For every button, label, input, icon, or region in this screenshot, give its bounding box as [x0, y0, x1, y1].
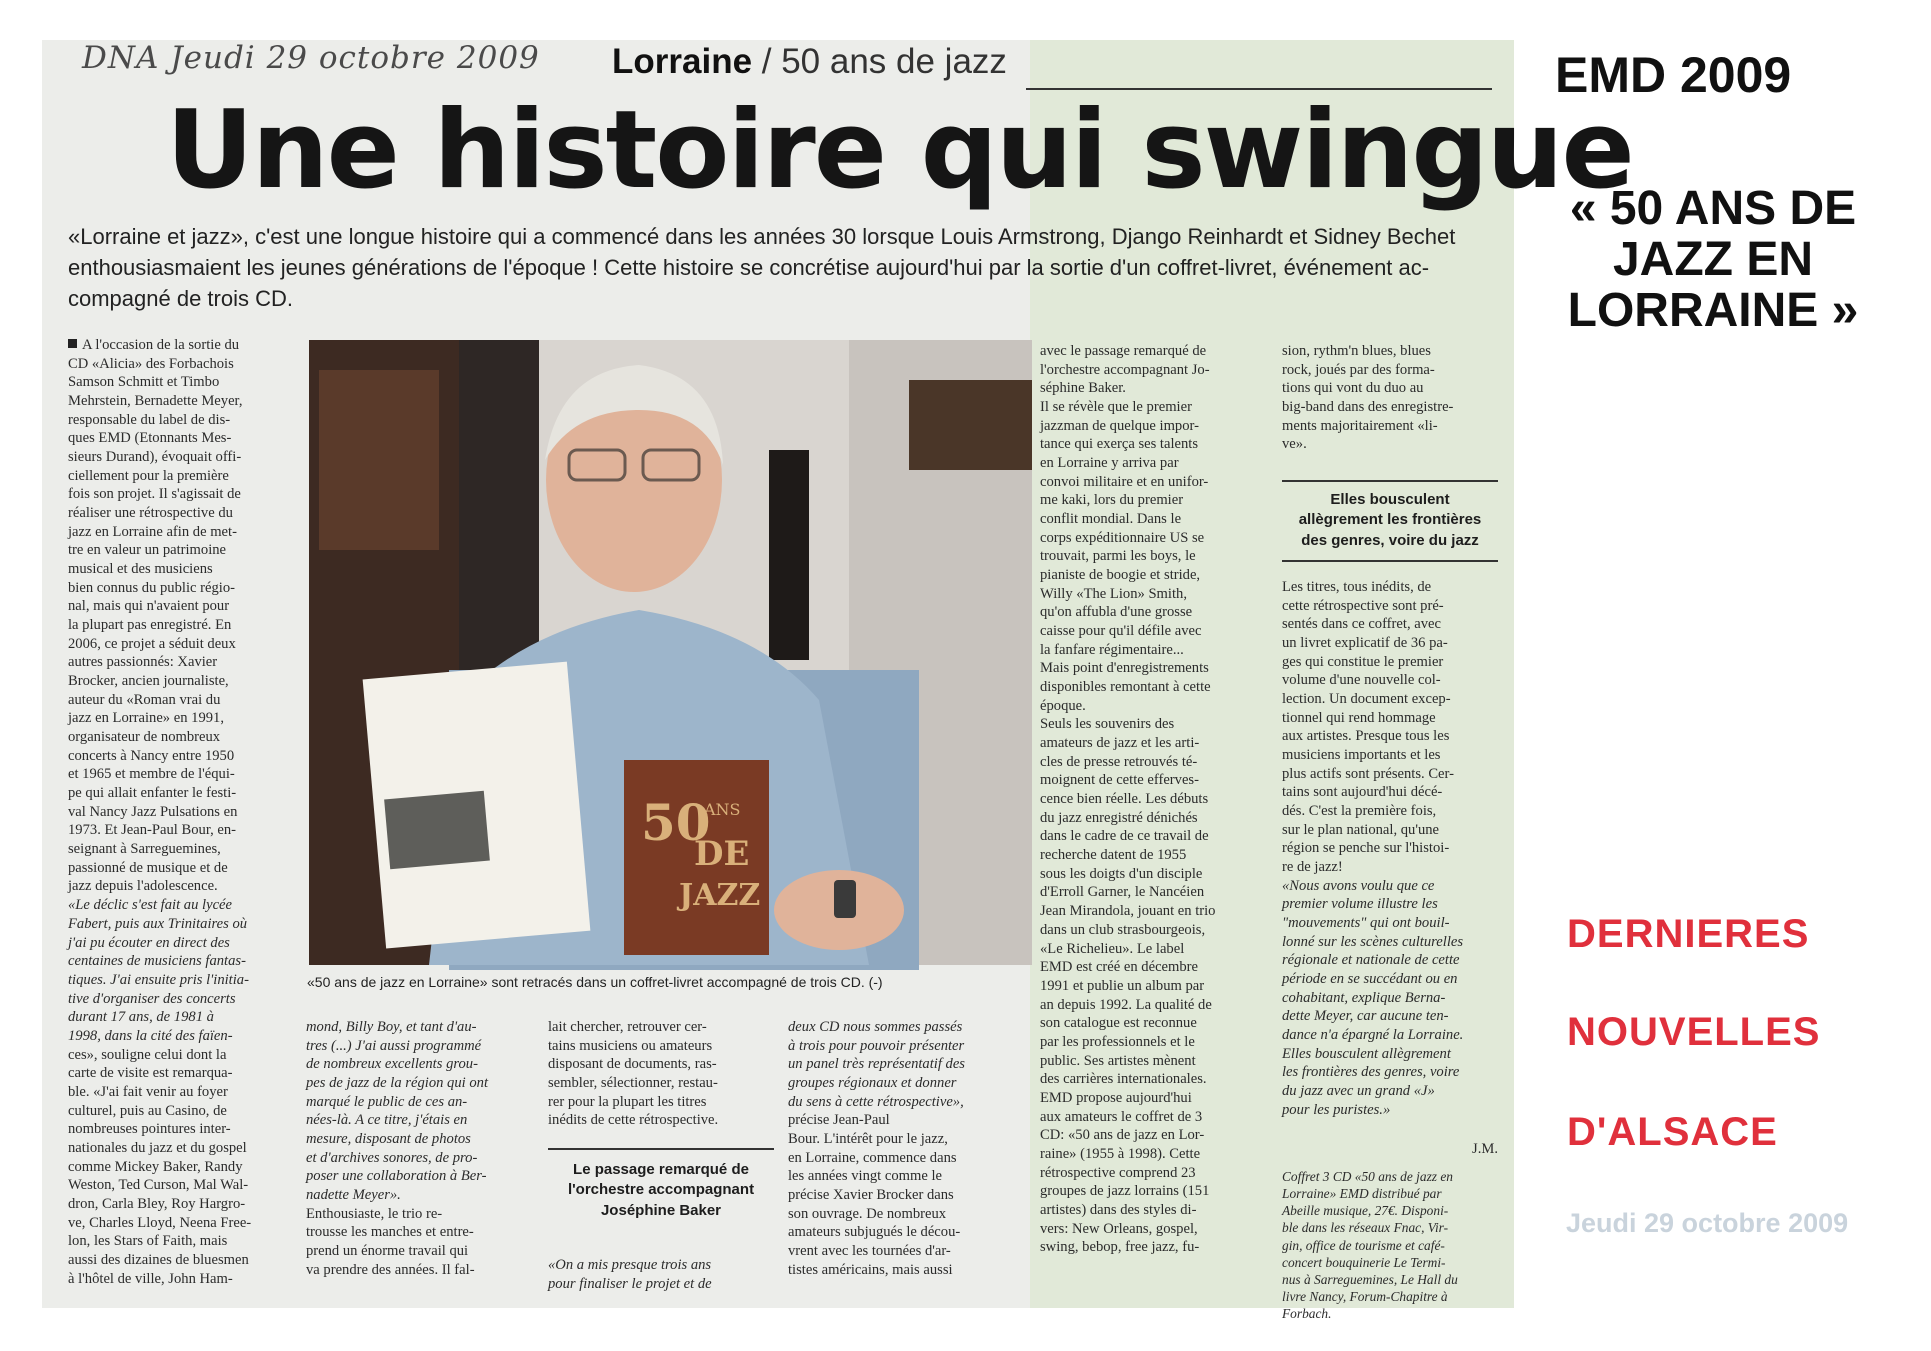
text-line: rer pour la plupart les titres [548, 1093, 707, 1110]
text-line: son catalogue est reconnue [1040, 1015, 1197, 1032]
text-line: EMD propose aujourd'hui [1040, 1089, 1192, 1106]
text-line: ble dans les réseaux Fnac, Vir- [1282, 1220, 1449, 1236]
text-line: culturel, puis au Casino, de [68, 1102, 227, 1119]
text-line: vrent avec les tournées d'ar- [788, 1243, 951, 1260]
text-line: séphine Baker. [1040, 380, 1126, 397]
newspaper-name-line-2: NOUVELLES [1567, 1010, 1821, 1054]
text-line: précise Xavier Brocker dans [788, 1187, 954, 1204]
text-line: "mouvements" qui ont bouil- [1282, 915, 1450, 932]
text-line: ces», souligne celui dont la [68, 1046, 227, 1063]
article-column-5 [1040, 342, 1272, 1257]
lead-line: «Lorraine et jazz», c'est une longue histoire qui a commencé dans les années 30 lorsque Louis Armstrong, Django Reinhardt et Sidney Bechet [68, 224, 1456, 249]
section-name: Lorraine [612, 42, 753, 81]
text-line: sous les doigts d'un disciple [1040, 865, 1203, 882]
text-line: conflit mondial. Dans le [1040, 511, 1182, 528]
text-line: Enthousiaste, le trio re- [306, 1205, 443, 1222]
text-line: seignant à Sarreguemines, [68, 841, 221, 858]
text-line: Les titres, tous inédits, de [1282, 579, 1432, 595]
text-line: cles de presse retrouvés té- [1040, 753, 1198, 770]
article-column-6 [1282, 342, 1498, 454]
text-line: sieurs Durand), évoquait offi- [68, 449, 242, 466]
text-line: des carrières internationales. [1040, 1071, 1207, 1088]
text-line: Seuls les souvenirs des [1040, 716, 1175, 733]
text-line: tance qui exerça ses talents [1040, 436, 1199, 453]
text-line: amateurs de jazz et les arti- [1040, 735, 1200, 752]
text-line: Samson Schmitt et Timbo [68, 374, 220, 391]
text-line: jazz en Lorraine» en 1991, [68, 710, 224, 727]
text-line: à trois pour pouvoir présenter [788, 1037, 965, 1054]
text-line: caisse pour qu'il défile avec [1040, 623, 1202, 640]
text-line: prend un énorme travail qui [306, 1243, 469, 1260]
text-line: dés. C'est la première fois, [1282, 803, 1437, 820]
text-line: CD: «50 ans de jazz en Lor- [1040, 1127, 1205, 1144]
article-column-1 [68, 336, 298, 1288]
subhead-line: Joséphine Baker [600, 1201, 722, 1219]
text-line: sembler, sélectionner, restau- [548, 1075, 718, 1092]
text-line: en Lorraine, commence dans [788, 1149, 957, 1166]
text-line: artistes) dans des styles di- [1040, 1201, 1197, 1218]
text-line: Weston, Ted Curson, Mal Wal- [68, 1177, 249, 1194]
text-line: l'orchestre accompagnant Jo- [1040, 361, 1210, 378]
text-line: du sens à cette rétrospective», [788, 1093, 964, 1110]
text-line: comme Mickey Baker, Randy [68, 1158, 243, 1175]
text-line: ques EMD (Etonnants Mes- [68, 430, 232, 447]
text-line: jazzman de quelque impor- [1040, 417, 1199, 434]
text-line: les années vingt comme le [788, 1168, 942, 1185]
text-line: nationales du jazz et du gospel [68, 1139, 247, 1156]
text-line: corps expéditionnaire US se [1040, 529, 1205, 546]
theme-title [1548, 184, 1878, 337]
article-column-3 [548, 1018, 774, 1130]
text-line: nadette Meyer». [306, 1187, 401, 1204]
text-line: tive d'organiser des concerts [68, 990, 236, 1007]
text-line: ble. «J'ai fait venir au foyer [68, 1083, 228, 1100]
text-line: responsable du label de dis- [68, 411, 231, 428]
text-line: tiques. J'ai ensuite pris l'initia- [68, 971, 249, 988]
text-line: durant 17 ans, de 1981 à [68, 1009, 214, 1026]
text-line: jazz en Lorraine afin de met- [68, 523, 237, 540]
text-line: pe qui allait enfanter le festi- [68, 785, 237, 802]
text-line: raine» (1955 à 1998). Cette [1040, 1145, 1201, 1162]
text-line: Forbach. [1282, 1306, 1332, 1322]
text-line: les frontières des genres, voire [1282, 1064, 1460, 1081]
text-line: disposant de documents, ras- [548, 1056, 717, 1073]
text-line: pianiste de boogie et stride, [1040, 567, 1201, 584]
text-line: an depuis 1992. La qualité de [1040, 996, 1212, 1013]
text-line: lon, les Stars of Faith, mais [68, 1233, 228, 1250]
text-line: Fabert, puis aux Trinitaires où [68, 915, 248, 932]
text-line: du jazz avec un grand «J» [1282, 1083, 1435, 1100]
text-line: tains musiciens ou amateurs [548, 1037, 713, 1054]
text-line: Mehrstein, Bernadette Meyer, [68, 393, 243, 410]
theme-line: JAZZ EN [1612, 232, 1813, 286]
text-line: aussi des dizaines de bluesmen [68, 1251, 249, 1268]
subhead-rule [1282, 560, 1498, 562]
subhead-line: allègrement les frontières [1298, 511, 1482, 529]
text-line: 2006, ce projet a séduit deux [68, 635, 236, 652]
text-line: mesure, disposant de photos [306, 1131, 471, 1148]
text-line: cohabitant, explique Berna- [1282, 989, 1446, 1006]
text-line: organisateur de nombreux [68, 729, 221, 746]
text-line: qu'on affubla d'une grosse [1040, 604, 1193, 621]
text-line: livre Nancy, Forum-Chapitre à [1282, 1289, 1448, 1305]
box-set-de: DE [694, 834, 750, 874]
text-line: 1998, dans la cité des faïen- [68, 1027, 233, 1044]
text-line: rock, joués par des forma- [1282, 361, 1435, 378]
text-line: autres passionnés: Xavier [68, 654, 218, 671]
newspaper-clipping [42, 40, 1633, 1322]
text-line: concert bouquinerie Le Termi- [1282, 1254, 1446, 1270]
text-line: et d'archives sonores, de pro- [306, 1149, 478, 1166]
text-line: jazz depuis l'adolescence. [68, 878, 218, 895]
text-line: aux amateurs le coffret de 3 [1040, 1108, 1203, 1125]
text-line: public. Ses artistes mènent [1040, 1052, 1196, 1069]
text-line: régionale et nationale de cette [1282, 952, 1460, 969]
text-line: Brocker, ancien journaliste, [68, 673, 229, 690]
signature-text: J.M. [1472, 1141, 1498, 1157]
text-line: lonné sur les scènes culturelles [1282, 933, 1464, 950]
text-line: pour les puristes.» [1282, 1101, 1391, 1118]
subhead-rule [1282, 480, 1498, 482]
text-line: la plupart pas enregistré. En [68, 617, 232, 634]
text-line: volume d'une nouvelle col- [1282, 672, 1441, 689]
text-line: nées-là. A ce titre, j'étais en [306, 1112, 468, 1129]
text-line: amateurs subjugués le décou- [788, 1224, 961, 1241]
text-line: avec le passage remarqué de [1040, 343, 1207, 359]
text-line: «Nous avons voulu que ce [1282, 877, 1435, 894]
text-line: et 1965 et membre de l'équi- [68, 766, 235, 783]
text-line: tions qui vont du duo au [1282, 380, 1424, 397]
box-set-number: 50 [641, 793, 711, 852]
section-subtitle: / 50 ans de jazz [752, 42, 1007, 81]
text-line: cette rétrospective sont pré- [1282, 597, 1444, 614]
text-line: pes de jazz de la région qui ont [306, 1075, 489, 1092]
text-line: dance n'a épargné la Lorraine. [1282, 1027, 1464, 1044]
text-line: EMD est créé en décembre [1040, 959, 1199, 976]
text-line: inédits de cette rétrospective. [548, 1112, 719, 1129]
text-line: dron, Carla Bley, Roy Hargro- [68, 1195, 246, 1212]
text-line: nus à Sarreguemines, Le Hall du [1282, 1271, 1458, 1287]
text-line: groupes de jazz lorrains (151 [1040, 1183, 1210, 1200]
subhead-line: Elles bousculent [1330, 491, 1450, 508]
text-line: val Nancy Jazz Pulsations en [68, 803, 238, 820]
text-line: premier volume illustre les [1282, 896, 1438, 913]
text-line: fois son projet. Il s'agissait de [68, 486, 241, 503]
bullet-square [68, 339, 77, 348]
article-column-2 [306, 1018, 532, 1279]
text-line: à l'hôtel de ville, John Ham- [68, 1270, 233, 1287]
text-line: en Lorraine y arriva par [1040, 455, 1179, 472]
subhead-line: l'orchestre accompagnant [567, 1181, 755, 1199]
text-line: va prendre des années. Il fal- [306, 1261, 475, 1278]
text-line: Coffret 3 CD «50 ans de jazz en [1282, 1169, 1453, 1184]
lead-paragraph [68, 222, 1508, 314]
text-line: «Le déclic s'est fait au lycée [68, 897, 233, 914]
newspaper-name-line-3: D'ALSACE [1567, 1110, 1778, 1154]
text-line: Abeille musique, 27€. Disponi- [1282, 1203, 1449, 1219]
text-line: par les professionnels et le [1040, 1033, 1195, 1050]
text-line: la fanfare régimentaire... [1040, 641, 1184, 658]
subhead-line: des genres, voire du jazz [1301, 531, 1479, 549]
text-line: vers: New Orleans, gospel, [1040, 1220, 1198, 1237]
text-line: marqué le public de ces an- [306, 1093, 468, 1110]
text-line: nal, mais qui n'avaient pour [68, 598, 230, 615]
subhead-rule [548, 1148, 774, 1150]
text-line: précise Jean-Paul [788, 1112, 890, 1129]
text-line: trousse les manches et entre- [306, 1224, 474, 1241]
text-line: poser une collaboration à Ber- [306, 1168, 487, 1185]
text-line: 1991 et publie un album par [1040, 977, 1205, 994]
newspaper-name-line-1: DERNIERES [1567, 912, 1810, 956]
text-line: musical et des musiciens [68, 561, 213, 578]
text-line: sur le plan national, qu'une [1282, 821, 1440, 838]
lead-line: enthousiasmaient les jeunes générations de l'époque ! Cette histoire se concrétise aujourd'hui par la sortie d'un coffret-livret, événement ac- [68, 254, 1430, 280]
text-line: période en se succédant ou en [1282, 971, 1458, 988]
text-line: disponibles remontant à cette [1040, 679, 1211, 696]
text-line: Mais point d'enregistrements [1040, 660, 1209, 677]
publication-date: Jeudi 29 octobre 2009 [1566, 1208, 1849, 1238]
text-line: tistes américains, mais aussi [788, 1261, 953, 1278]
text-line: du jazz enregistré dénichés [1040, 809, 1198, 826]
photo-caption: «50 ans de jazz en Lorraine» sont retracés dans un coffret-livret accompagné de trois CD. (-) [307, 974, 883, 990]
text-line: rétrospective comprend 23 [1040, 1164, 1196, 1181]
text-line: tres (...) J'ai aussi programmé [306, 1037, 482, 1054]
text-line: d'Erroll Garner, le Nancéien [1040, 884, 1205, 901]
text-line: «On a mis presque trois ans [548, 1257, 712, 1273]
text-line: 1973. Et Jean-Paul Bour, en- [68, 822, 237, 839]
section-kicker [612, 42, 1007, 82]
text-line: ges qui constitue le premier [1282, 653, 1444, 670]
text-line: son ouvrage. De nombreux [788, 1205, 947, 1222]
text-line: lait chercher, retrouver cer- [548, 1019, 707, 1035]
article-column-3-end [548, 1256, 774, 1293]
text-line: époque. [1040, 697, 1086, 714]
text-line: Elles bousculent allègrement [1282, 1045, 1451, 1062]
text-line-content: A l'occasion de la sortie du [82, 337, 240, 353]
text-line: dans un club strasbourgeois, [1040, 921, 1206, 938]
text-line: re de jazz! [1282, 859, 1343, 876]
text-line: moignent de cette efferves- [1040, 772, 1199, 789]
text-line: plus actifs sont présents. Cer- [1282, 765, 1454, 782]
article-photo [309, 340, 1032, 965]
text-line: ve, Charles Lloyd, Neena Free- [68, 1214, 252, 1231]
text-line: tre en valeur un patrimoine [68, 542, 227, 559]
lead-line: compagné de trois CD. [68, 285, 293, 311]
subhead-josephine-baker [548, 1160, 774, 1221]
theme-line: LORRAINE » [1567, 283, 1859, 337]
text-line [68, 336, 298, 355]
text-line: swing, bebop, free jazz, fu- [1040, 1239, 1200, 1256]
text-line: ciellement pour la première [68, 467, 229, 484]
box-set-ans: ANS [704, 800, 741, 819]
text-line: réaliser une rétrospective du [68, 505, 233, 522]
author-signature [1282, 1140, 1498, 1159]
text-line: gin, office de tourisme et café- [1282, 1237, 1445, 1253]
text-line: Il se révèle que le premier [1040, 399, 1192, 416]
text-line: Bour. L'intérêt pour le jazz, [788, 1131, 948, 1148]
text-line: mond, Billy Boy, et tant d'au- [306, 1019, 477, 1035]
text-line: Willy «The Lion» Smith, [1040, 585, 1187, 602]
text-line: cence bien réelle. Les débuts [1040, 791, 1209, 808]
text-line: de nombreux excellents grou- [306, 1056, 478, 1073]
text-line: concerts à Nancy entre 1950 [68, 747, 235, 764]
text-line: sentés dans ce coffret, avec [1282, 616, 1441, 633]
theme-line: « 50 ANS DE [1569, 182, 1857, 235]
text-line: nombreuses pointures inter- [68, 1121, 231, 1138]
text-line: sion, rythm'n blues, blues [1282, 343, 1431, 359]
text-line: deux CD nous sommes passés [788, 1019, 963, 1035]
text-line: recherche datent de 1955 [1040, 847, 1187, 864]
text-line: ve». [1282, 436, 1307, 453]
subhead-line: Le passage remarqué de [573, 1161, 749, 1178]
text-line: lection. Un document excep- [1282, 691, 1451, 708]
text-line: dette Meyer, car aucune ten- [1282, 1008, 1449, 1025]
text-line: convoi militaire et en unifor- [1040, 473, 1209, 490]
emd-title: EMD 2009 [1555, 47, 1792, 103]
photo-illustration [309, 340, 1032, 965]
text-line: un livret explicatif de 36 pa- [1282, 635, 1448, 652]
text-line: ments majoritairement «li- [1282, 417, 1438, 434]
text-line: musiciens importants et les [1282, 747, 1441, 764]
text-line: carte de visite est remarqua- [68, 1065, 233, 1082]
text-line: centaines de musiciens fantas- [68, 953, 246, 970]
text-line: Jean Mirandola, jouant en trio [1040, 903, 1216, 920]
article-column-6b [1282, 578, 1498, 1119]
text-line: bien connus du public régio- [68, 579, 235, 596]
headline: Une histoire qui swingue [166, 88, 1633, 213]
handwritten-date-note: DNA Jeudi 29 octobre 2009 [82, 40, 540, 76]
text-line: trouvait, parmi les boys, le [1040, 548, 1196, 565]
text-line: aux artistes. Presque tous les [1282, 728, 1450, 745]
article-column-4 [788, 1018, 1020, 1279]
text-line: pour finaliser le projet et de [548, 1275, 712, 1292]
text-line: groupes régionaux et donner [788, 1075, 957, 1092]
text-line: dans le cadre de ce travail de [1040, 828, 1209, 845]
text-line: «Le Richelieu». Le label [1040, 940, 1185, 957]
subhead-frontieres [1282, 490, 1498, 551]
text-line: Lorraine» EMD distribué par [1282, 1186, 1442, 1202]
text-line: me kaki, lors du premier [1040, 492, 1184, 509]
text-line: j'ai pu écouter en direct des [68, 934, 230, 951]
text-line: big-band dans des enregistre- [1282, 399, 1454, 416]
text-line: auteur du «Roman vrai du [68, 691, 221, 708]
box-set-info [1282, 1168, 1498, 1322]
text-line: région se penche sur l'histoi- [1282, 840, 1450, 857]
text-line: tains sont aujourd'hui décé- [1282, 784, 1443, 801]
text-line: CD «Alicia» des Forbachois [68, 355, 234, 372]
text-line: un panel très représentatif des [788, 1056, 965, 1073]
text-line: tionnel qui rend hommage [1282, 709, 1436, 726]
text-line: passionné de musique et de [68, 859, 228, 876]
box-set-jazz: JAZZ [679, 878, 761, 913]
